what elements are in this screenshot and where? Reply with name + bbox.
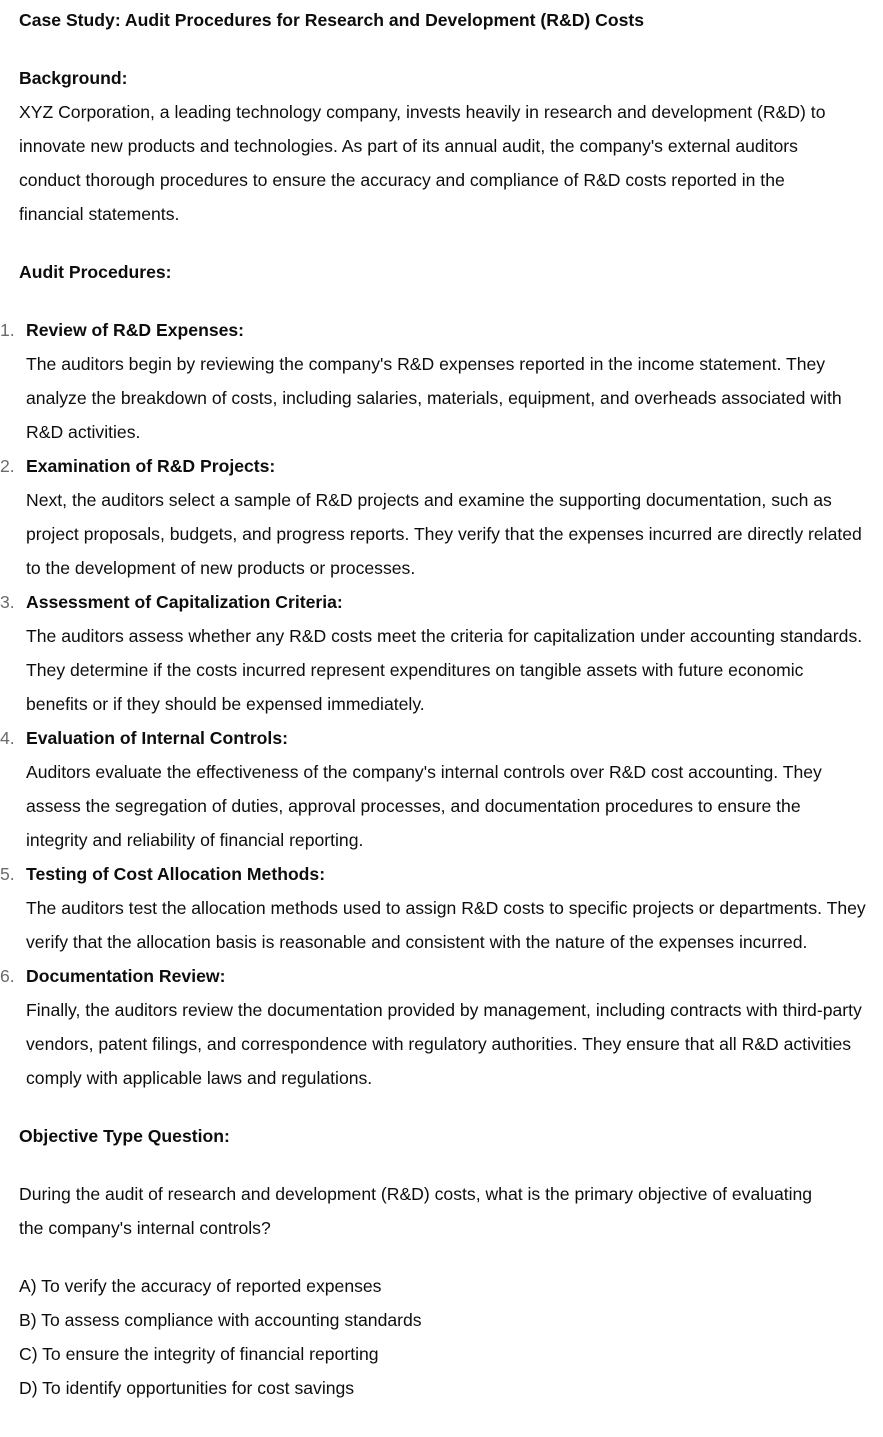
background-heading: Background: — [19, 68, 128, 88]
list-item-body: The auditors test the allocation methods used to assign R&D costs to specific projects or departments. They verify that the allocation basis is reasonable and consistent with the nature of the expenses incurred. — [26, 898, 866, 952]
list-item-title: Evaluation of Internal Controls: — [26, 728, 288, 748]
list-item-title: Examination of R&D Projects: — [26, 456, 276, 476]
answer-option-d: D) To identify opportunities for cost savings — [19, 1378, 355, 1398]
audit-procedures-list — [0, 313, 883, 1095]
list-item-number: 4. — [0, 728, 15, 748]
list-item-title: Review of R&D Expenses: — [26, 320, 245, 340]
answer-options — [19, 1269, 883, 1405]
list-item-number: 1. — [0, 320, 15, 340]
list-item-title: Documentation Review: — [26, 966, 226, 986]
answer-option-b: B) To assess compliance with accounting standards — [19, 1310, 422, 1330]
document-title: Case Study: Audit Procedures for Research and Development (R&D) Costs — [19, 10, 645, 30]
answer-option-a: A) To verify the accuracy of reported expenses — [19, 1276, 382, 1296]
list-item — [0, 857, 883, 959]
list-item-number: 2. — [0, 456, 15, 476]
list-item-title: Assessment of Capitalization Criteria: — [26, 592, 343, 612]
list-item-body: The auditors begin by reviewing the company's R&D expenses reported in the income statement. They analyze the breakdown of costs, including salaries, materials, equipment, and overheads associated with R&D activities. — [26, 354, 842, 442]
audit-procedures-heading: Audit Procedures: — [19, 262, 172, 282]
question-text: During the audit of research and development (R&D) costs, what is the primary objective of evaluating the company's internal controls? — [19, 1184, 813, 1238]
list-item — [0, 449, 883, 585]
list-item-body: Auditors evaluate the effectiveness of the company's internal controls over R&D cost accounting. They assess the segregation of duties, approval processes, and documentation procedures to ensure the integrity and reliability of financial reporting. — [26, 762, 822, 850]
list-item — [0, 959, 883, 1095]
objective-question-heading: Objective Type Question: — [19, 1126, 230, 1146]
list-item-number: 5. — [0, 864, 15, 884]
answer-option-c: C) To ensure the integrity of financial reporting — [19, 1344, 379, 1364]
list-item-number: 3. — [0, 592, 15, 612]
list-item-title: Testing of Cost Allocation Methods: — [26, 864, 326, 884]
list-item — [0, 313, 883, 449]
list-item — [0, 585, 883, 721]
list-item-body: Finally, the auditors review the documentation provided by management, including contracts with third-party vendors, patent filings, and correspondence with regulatory authorities. They ensure that all R&D activities comply with applicable laws and regulations. — [26, 1000, 862, 1088]
list-item-number: 6. — [0, 966, 15, 986]
background-text: XYZ Corporation, a leading technology company, invests heavily in research and development (R&D) to innovate new products and technologies. As part of its annual audit, the company's external auditors conduct thorough procedures to ensure the accuracy and compliance of R&D costs reported in the financial statements. — [19, 102, 826, 224]
list-item — [0, 721, 883, 857]
list-item-body: The auditors assess whether any R&D costs meet the criteria for capitalization under accounting standards. They determine if the costs incurred represent expenditures on tangible assets with future economic benefits or if they should be expensed immediately. — [26, 626, 863, 714]
list-item-body: Next, the auditors select a sample of R&D projects and examine the supporting documentation, such as project proposals, budgets, and progress reports. They verify that the expenses incurred are directly related to the development of new products or processes. — [26, 490, 862, 578]
